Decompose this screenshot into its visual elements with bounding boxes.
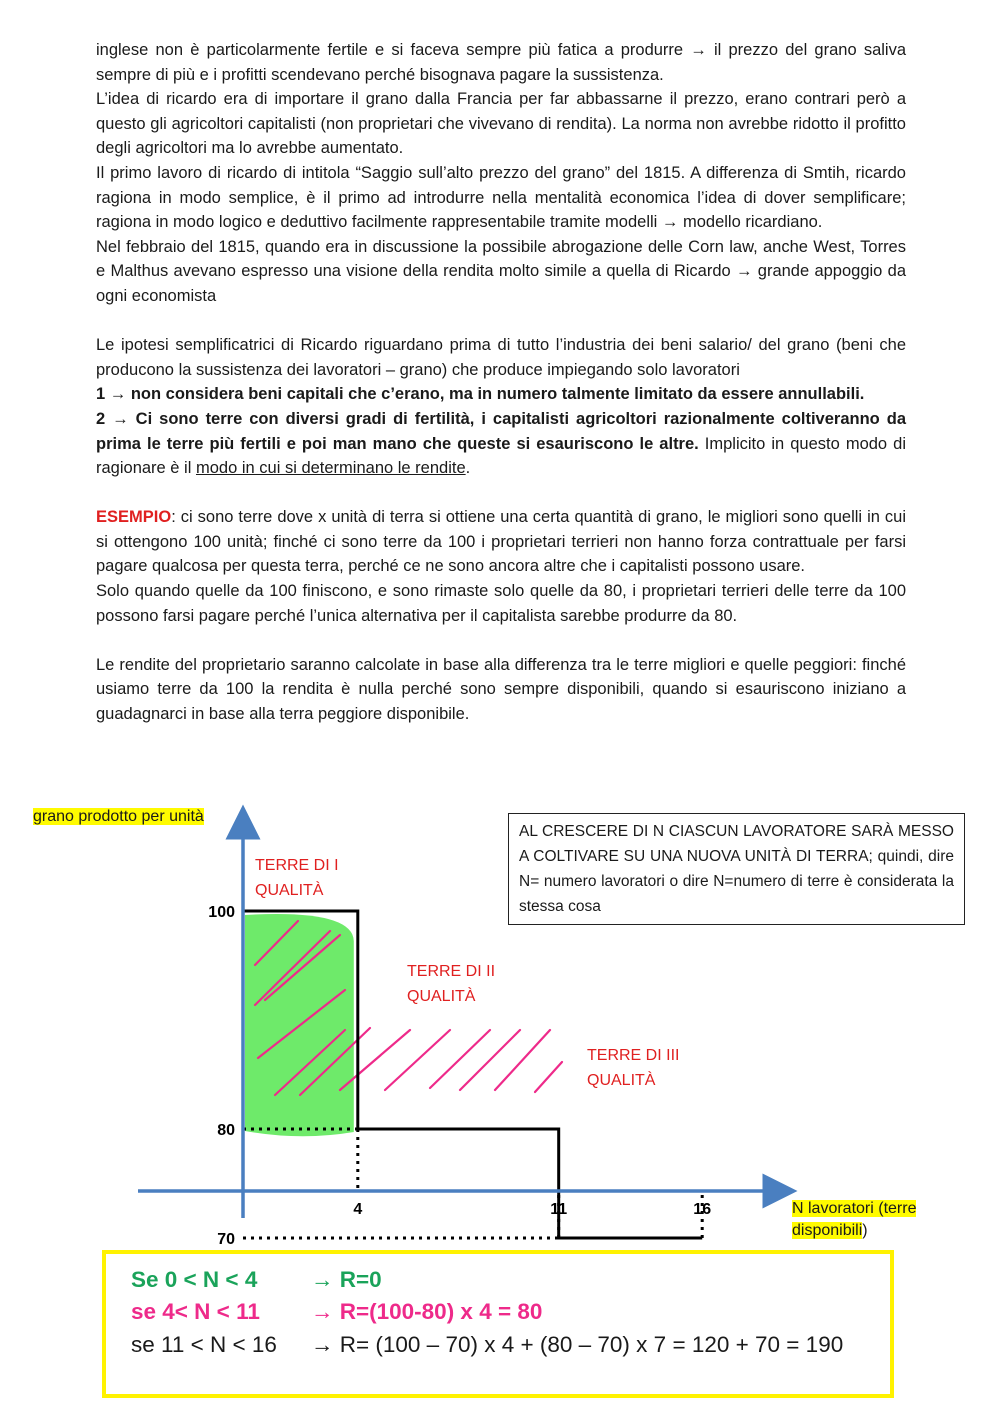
formula-condition: se 11 < N < 16: [131, 1332, 277, 1357]
x-tick-label: 4: [353, 1201, 363, 1218]
hatch-stroke: [495, 1030, 550, 1090]
x-tick-label: 16: [693, 1201, 712, 1218]
example-label: ESEMPIO: [96, 508, 172, 527]
hypothesis-1: 1 → non considera beni capitali che c’erano, ma in numero talmente limitato da essere annullabili.: [96, 385, 865, 404]
hypothesis-2-bold: 2 → Ci sono terre con diversi gradi di fertilità, i capitalisti agricoltori razionalmente coltiveranno da prima le terre più fertili e poi man mano che queste si esauriscono le altre.: [96, 409, 906, 453]
paragraph-3: Il primo lavoro di ricardo di intitola “Saggio sull’alto prezzo del grano” del 1815. A differenza di Smtih, ricardo ragiona in modo semplice, è il primo ad introdurre nella mentalità economica l’idea di dover semplificare; ragiona in modo logico e deduttivo facilmente rappresentabile tramite modelli → modello ricardiano.: [96, 163, 906, 232]
y-tick-label: 100: [208, 904, 235, 921]
hatch-stroke: [385, 1030, 450, 1090]
region-label: QUALITÀ: [255, 882, 324, 899]
y-axis-title: grano prodotto per unità: [33, 808, 204, 825]
region-label: TERRE DI III: [587, 1047, 680, 1064]
hatch-stroke: [460, 1030, 520, 1090]
paragraph-5: Le ipotesi semplificatrici di Ricardo riguardano prima di tutto l’industria dei beni salario/ del grano (beni che producono la sussistenza dei lavoratori – grano) che produce impiegando solo lavoratori: [96, 336, 906, 379]
region-label: TERRE DI I: [255, 857, 339, 874]
hypothesis-2-underlined: modo in cui si determinano le rendite: [195, 459, 466, 478]
hypothesis-2-end: .: [465, 459, 471, 478]
y-tick-label: 70: [217, 1231, 235, 1248]
formula-result: → R= (100 – 70) x 4 + (80 – 70) x 7 = 120 + 70 = 190: [311, 1332, 844, 1357]
region-label: QUALITÀ: [587, 1072, 656, 1089]
note-box: AL CRESCERE DI N CIASCUN LAVORATORE SARÀ MESSO A COLTIVARE SU UNA NUOVA UNITÀ DI TERRA; quindi, dire N= numero lavoratori o dire N=numero di terre è considerata la stessa cosa: [508, 813, 965, 925]
paragraph-1: inglese non è particolarmente fertile e si faceva sempre più fatica a produrre → il prezzo del grano saliva sempre di più e i profitti scendevano perché bisognava pagare la sussistenza.: [96, 41, 906, 84]
x-tick-label: 11: [550, 1201, 568, 1218]
x-axis-title: N lavoratori (terre disponibili): [792, 1200, 917, 1239]
formula-row-3: [131, 1329, 843, 1361]
region-label: QUALITÀ: [407, 988, 476, 1005]
paragraph-4: Nel febbraio del 1815, quando era in discussione la possibile abrogazione delle Corn law, anche West, Torres e Malthus avevano espresso una visione della rendita molto simile a quella di Ricardo → grande appoggio da ogni economista: [96, 237, 906, 305]
formula-result: → R=0: [311, 1267, 382, 1292]
region-label: TERRE DI II: [407, 963, 496, 980]
formula-box: [102, 1250, 894, 1398]
formula-condition: se 4< N < 11: [131, 1299, 260, 1324]
paragraph-2: L’idea di ricardo era di importare il grano dalla Francia per far abbassarne il prezzo, erano contrari però a questo gli agricoltori capitalisti (non proprietari che vivevano di rendita). La norma non avrebbe ridotto il profitto degli agricoltori ma lo avrebbe aumentato.: [96, 90, 906, 158]
example-text: : ci sono terre dove x unità di terra si ottiene una certa quantità di grano, le migliori sono quelli in cui si ottengono 100 unità; finché ci sono terre da 100 i proprietari terrieri non hanno forza contrattuale per farsi pagare qualcosa per questa terra, perché ce ne sono ancora altre che i capitalisti possono usare.: [96, 508, 906, 576]
paragraph-10: Le rendite del proprietario saranno calcolate in base alla differenza tra le terre migliori e quelle peggiori: finché usiamo terre da 100 la rendita è nulla perché sono sempre disponibili, quando si esauriscono iniziano a guadagnarci in base alla terra peggiore disponibile.: [96, 655, 906, 724]
hatch-stroke: [535, 1062, 562, 1092]
y-tick-label: 80: [217, 1122, 235, 1139]
formula-condition: Se 0 < N < 4: [131, 1267, 258, 1292]
paragraph-9: Solo quando quelle da 100 finiscono, e sono rimaste solo quelle da 80, i proprietari terrieri delle terre da 100 possono farsi pagare perché l’unica alternativa per il capitalista sarebbe produrre da 80.: [96, 582, 906, 625]
formula-result: → R=(100-80) x 4 = 80: [311, 1299, 543, 1324]
formula-row-2: [131, 1296, 542, 1328]
hypothesis-2-rest: Implicito in questo modo di ragionare è il: [96, 434, 906, 478]
formula-row-1: [131, 1264, 382, 1296]
